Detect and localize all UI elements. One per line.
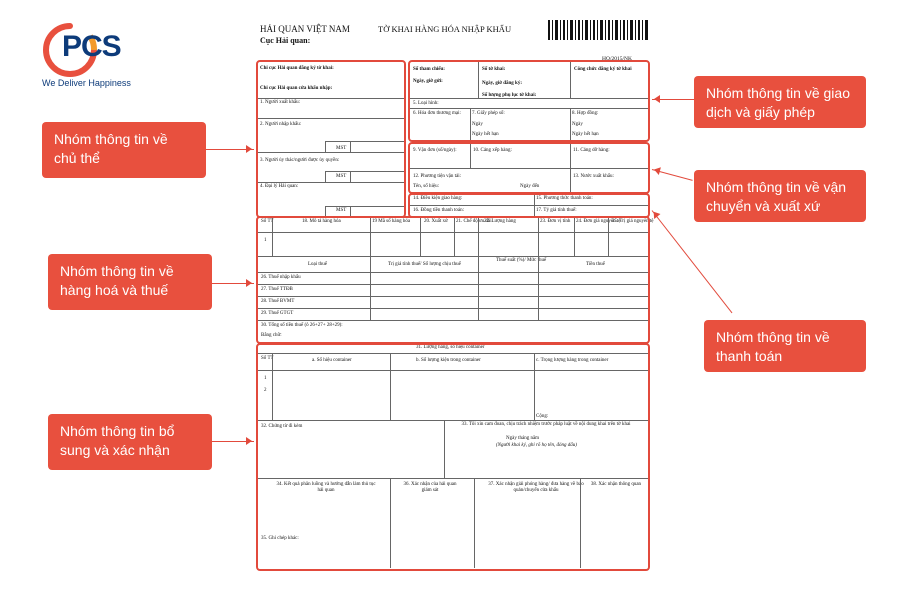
hop-dong: 8. Hợp đồng: bbox=[572, 111, 599, 116]
phuong-tien: 12. Phương tiện vận tải: bbox=[413, 174, 461, 179]
ngay-het-han: Ngày hết hạn bbox=[572, 132, 599, 137]
group-chu-the bbox=[256, 60, 406, 218]
nguoi-nhap-khau: 2. Người nhập khẩu: bbox=[260, 122, 302, 127]
col-stt: Số TT bbox=[261, 219, 274, 224]
barcode-icon bbox=[548, 20, 648, 40]
callout-chu-the: Nhóm thông tin về chủ thể bbox=[42, 122, 206, 178]
tax-row: 27. Thuế TTĐB bbox=[261, 287, 293, 292]
form-code: HQ/2015/NK bbox=[602, 56, 632, 62]
ky-ten: (Người khai ký, ghi rõ họ tên, đóng dấu) bbox=[496, 443, 577, 448]
so-luong-phu-luc: Số lượng phụ lục tờ khai: bbox=[482, 93, 537, 98]
ngay-gio-dk: Ngày, giờ đăng ký: bbox=[482, 81, 522, 86]
nuoc-xuat-khau: 13. Nước xuất khẩu: bbox=[573, 174, 614, 179]
tax-row: 29. Thuế GTGT bbox=[261, 311, 294, 316]
logo-tagline: We Deliver Happiness bbox=[42, 78, 131, 88]
arrow-icon bbox=[652, 99, 694, 100]
callout-thanh-toan: Nhóm thông tin về thanh toán bbox=[704, 320, 866, 372]
mst-label: MST bbox=[336, 174, 347, 179]
callout-hang-hoa: Nhóm thông tin về hàng hoá và thuế bbox=[48, 254, 212, 310]
cong-chuc: Công chức đăng ký tờ khai bbox=[574, 67, 632, 72]
col-luong-hang: 22. Lượng hàng bbox=[484, 219, 516, 224]
dai-ly: 4. Đại lý Hải quan: bbox=[260, 184, 299, 189]
tax-row: 28. Thuế BVMT bbox=[261, 299, 295, 304]
arrow-icon bbox=[652, 210, 733, 313]
tax-col-thue-suat: Thuế suất (%)/ Mức thuế bbox=[496, 258, 547, 263]
tax-total: 30. Tổng số tiền thuế (ô 26+27+ 28+29): bbox=[261, 323, 343, 328]
ngay-thang-nam: Ngày tháng năm bbox=[506, 436, 540, 441]
group-thanh-toan bbox=[408, 193, 650, 218]
ngay-label: Ngày bbox=[472, 122, 483, 127]
container-cong: Cộng: bbox=[536, 414, 549, 419]
van-don: 9. Vận đơn (số/ngày): bbox=[413, 148, 457, 153]
xac-nhan-giam-sat: 36. Xác nhận của hải quan giám sát bbox=[403, 482, 457, 493]
col-mo-ta: 18. Mô tả hàng hóa bbox=[302, 219, 341, 224]
callout-bo-sung: Nhóm thông tin bổ sung và xác nhận bbox=[48, 414, 212, 470]
xac-nhan-giai-phong: 37. Xác nhận giải phóng hàng/ đưa hàng về bảo quản/chuyển cửa khẩu bbox=[488, 482, 584, 493]
loai-hinh: 5. Loại hình: bbox=[413, 101, 439, 106]
group-giao-dich bbox=[408, 60, 650, 142]
bang-chu: Bằng chữ: bbox=[261, 333, 282, 338]
agency: HẢI QUAN VIỆT NAM bbox=[260, 24, 350, 34]
ten-so-hieu: Tên, số hiệu: bbox=[413, 184, 439, 189]
ngay-den: Ngày đến bbox=[520, 184, 540, 189]
chung-tu: 32. Chứng từ đi kèm bbox=[261, 424, 303, 429]
callout-van-chuyen: Nhóm thông tin về vận chuyển và xuất xứ bbox=[694, 170, 866, 222]
so-to-khai: Số tờ khai: bbox=[482, 67, 506, 72]
container-row: 1 bbox=[264, 376, 267, 381]
ghi-chep: 35. Ghi chép khác: bbox=[261, 536, 299, 541]
group-bo-sung bbox=[256, 343, 650, 571]
cang-xep: 10. Cảng xếp hàng: bbox=[473, 148, 512, 153]
container-col-stt: Số TT bbox=[261, 356, 274, 361]
mst-label: MST bbox=[336, 146, 347, 151]
pcs-logo bbox=[40, 20, 150, 90]
nguoi-xuat-khau: 1. Người xuất khẩu: bbox=[260, 100, 301, 105]
phuong-thuc-tt: 15. Phương thức thanh toán: bbox=[536, 196, 593, 201]
ty-gia: 17. Tỷ giá tính thuế: bbox=[536, 208, 577, 213]
arrow-icon bbox=[212, 441, 254, 442]
container-col-so-luong: b. Số lượng kiện trong container bbox=[416, 358, 481, 363]
tax-row: 26. Thuế nhập khẩu bbox=[261, 275, 301, 280]
container-col-trong-luong: c. Trọng lượng hàng trong container bbox=[536, 358, 609, 363]
cang-do: 11. Cảng dỡ hàng: bbox=[573, 148, 610, 153]
arrow-icon bbox=[206, 149, 254, 150]
col-ma-so: 19 Mã số hàng hóa bbox=[372, 219, 411, 224]
hoa-don: 6. Hóa đơn thương mại: bbox=[413, 111, 461, 116]
tax-col-tien-thue: Tiền thuế bbox=[586, 262, 605, 267]
dong-tien: 16. Đồng tiền thanh toán: bbox=[413, 208, 464, 213]
arrow-icon bbox=[212, 283, 254, 284]
container-title: 31. Lượng hàng, số hiệu container bbox=[416, 345, 485, 350]
ket-qua: 34. Kết quả phân luồng và hướng dẫn làm thủ tục hải quan bbox=[276, 482, 376, 493]
container-col-so-hieu: a. Số hiệu container bbox=[312, 358, 352, 363]
mst-label: MST bbox=[336, 208, 347, 213]
department: Cục Hải quan: bbox=[260, 36, 311, 45]
xac-nhan-thong-quan: 38. Xác nhận thông quan bbox=[590, 482, 642, 487]
cam-doan: 33. Tôi xin cam đoan, chịu trách nhiệm trước pháp luật về nội dung khai trên tờ khai bbox=[461, 422, 631, 427]
arrow-icon bbox=[652, 169, 693, 181]
form-title: TỜ KHAI HÀNG HÓA NHẬP KHẨU bbox=[378, 24, 512, 34]
nguoi-uy-thac: 3. Người ủy thác/người được ủy quyền: bbox=[260, 158, 340, 163]
logo-text: PCS bbox=[62, 30, 121, 63]
dieu-kien-giao: 14. Điều kiện giao hàng: bbox=[413, 196, 463, 201]
col-xuat-xu: 20. Xuất xứ bbox=[424, 219, 448, 224]
ngay-label: Ngày bbox=[572, 122, 583, 127]
callout-giao-dich: Nhóm thông tin về giao dịch và giấy phép bbox=[694, 76, 866, 128]
group-hang-hoa bbox=[256, 216, 650, 344]
container-row: 2 bbox=[264, 388, 267, 393]
chi-cuc-dk: Chi cục Hải quan đăng ký tờ khai: bbox=[260, 66, 334, 71]
col-don-gia: 24. Đơn giá nguyên tệ bbox=[576, 219, 621, 224]
so-tham-chieu: Số tham chiếu: bbox=[413, 67, 445, 72]
tax-col-tri-gia: Trị giá tính thuế/ Số lượng chịu thuế bbox=[388, 262, 461, 267]
col-don-vi: 23. Đơn vị tính bbox=[540, 219, 571, 224]
ngay-het-han: Ngày hết hạn bbox=[472, 132, 499, 137]
giay-phep: 7. Giấy phép số: bbox=[472, 111, 505, 116]
col-che-do: 21. Chế độ ưu đãi bbox=[456, 219, 492, 224]
group-van-chuyen bbox=[408, 142, 650, 194]
goods-row-no: 1 bbox=[264, 238, 267, 243]
chi-cuc-cua-khau: Chi cục Hải quan cửa khẩu nhập: bbox=[260, 86, 333, 91]
ngay-gio-gui: Ngày, giờ gửi: bbox=[413, 79, 443, 84]
tax-col-loai: Loại thuế bbox=[308, 262, 328, 267]
col-tri-gia: 25. Trị giá nguyên tệ bbox=[612, 219, 654, 224]
